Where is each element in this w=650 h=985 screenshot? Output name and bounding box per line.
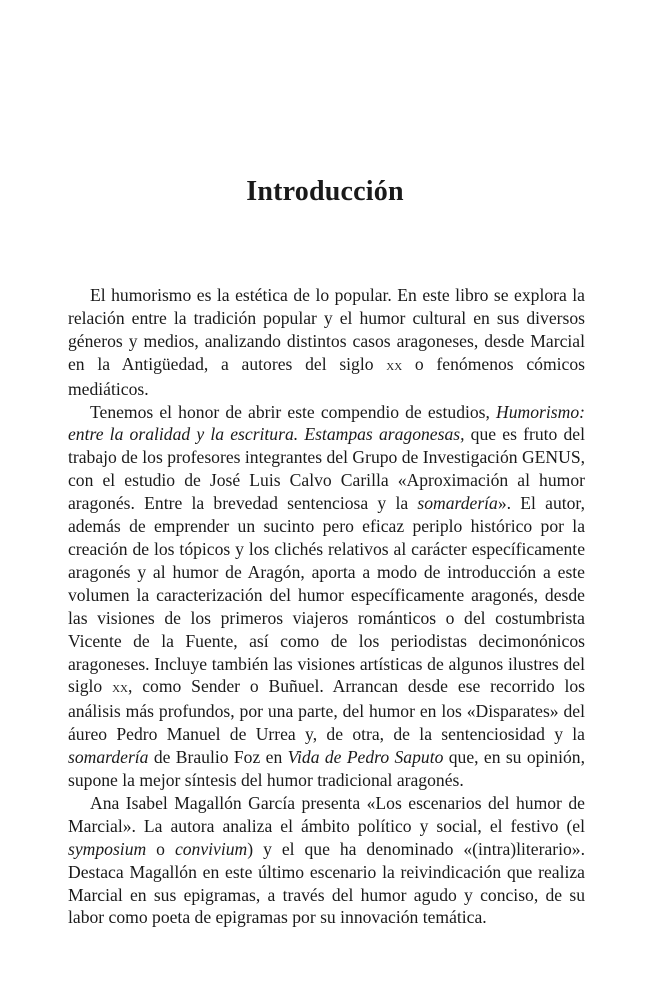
chapter-title: Introducción [246, 176, 404, 207]
roman-numeral: xx [112, 680, 128, 697]
italic-text: somardería [68, 747, 149, 768]
italic-text: Vida de Pedro Saputo [287, 747, 444, 768]
roman-numeral: xx [386, 357, 403, 374]
text-run: ». El autor, además de emprender un sucinto pero eficaz periplo histórico por la creación de los tópicos y los clichés relativos al carácter específicamente aragonés y al humor de Aragón, aporta a modo de introducción a este volumen la caracterización del humor específicamente aragonés, desde las visiones de los primeros viajeros románticos o del costumbrista Vicente de la Fuente, así como de los periodistas decimonónicos aragoneses. Incluye también las visiones artísticas de algunos ilustres del siglo [68, 493, 585, 697]
italic-text: symposium [68, 838, 147, 859]
text-run: o [146, 838, 175, 859]
text-run: Tenemos el honor de abrir este compendio de estudios, [90, 401, 497, 422]
text-run: ) y el que ha denominado «(intra)literario». Destaca Magallón en este último escenario la reivindicación que realiza Marcial en sus epigramas, a través del humor agudo y conciso, de su labor como poeta de epigramas por su innovación temática. [68, 838, 585, 928]
italic-text: convivium [174, 838, 248, 859]
text-run: , como Sender o Buñuel. Arrancan desde ese recorrido los análisis más profundos, por una parte, del humor en los «Disparates» del áureo Pedro Manuel de Urrea y, de otra, de la sentenciosidad y la [68, 676, 585, 745]
text-run: El humorismo es la estética de lo popular. En este libro se explora la relación entre la tradición popular y el humor cultural en sus diversos géneros y medios, analizando distintos casos aragoneses, desde Marcial en la Antigüedad, a autores del siglo [68, 285, 585, 374]
italic-text: Humorismo: entre la oralidad y la escritura. Estampas aragonesas, [68, 401, 585, 445]
text-run: Ana Isabel Magallón García presenta «Los escenarios del humor de Marcial». La autora analiza el ámbito político y social, el festivo (el [68, 792, 585, 836]
text-run: que es fruto del trabajo de los profesores integrantes del Grupo de Investigación GENUS, con el estudio de José Luis Calvo Carilla «Aproximación al humor aragonés. Entre la brevedad sentenciosa y la [68, 424, 585, 514]
text-run: o fenómenos cómicos mediáticos. [68, 353, 585, 399]
text-run: de Braulio Foz en [148, 747, 288, 768]
paragraph [68, 401, 585, 792]
body-text [68, 284, 585, 929]
paragraph [68, 284, 585, 401]
italic-text: somardería [417, 493, 498, 514]
text-run: que, en su opinión, supone la mejor síntesis del humor tradicional aragonés. [68, 747, 585, 791]
paragraph [68, 792, 585, 929]
